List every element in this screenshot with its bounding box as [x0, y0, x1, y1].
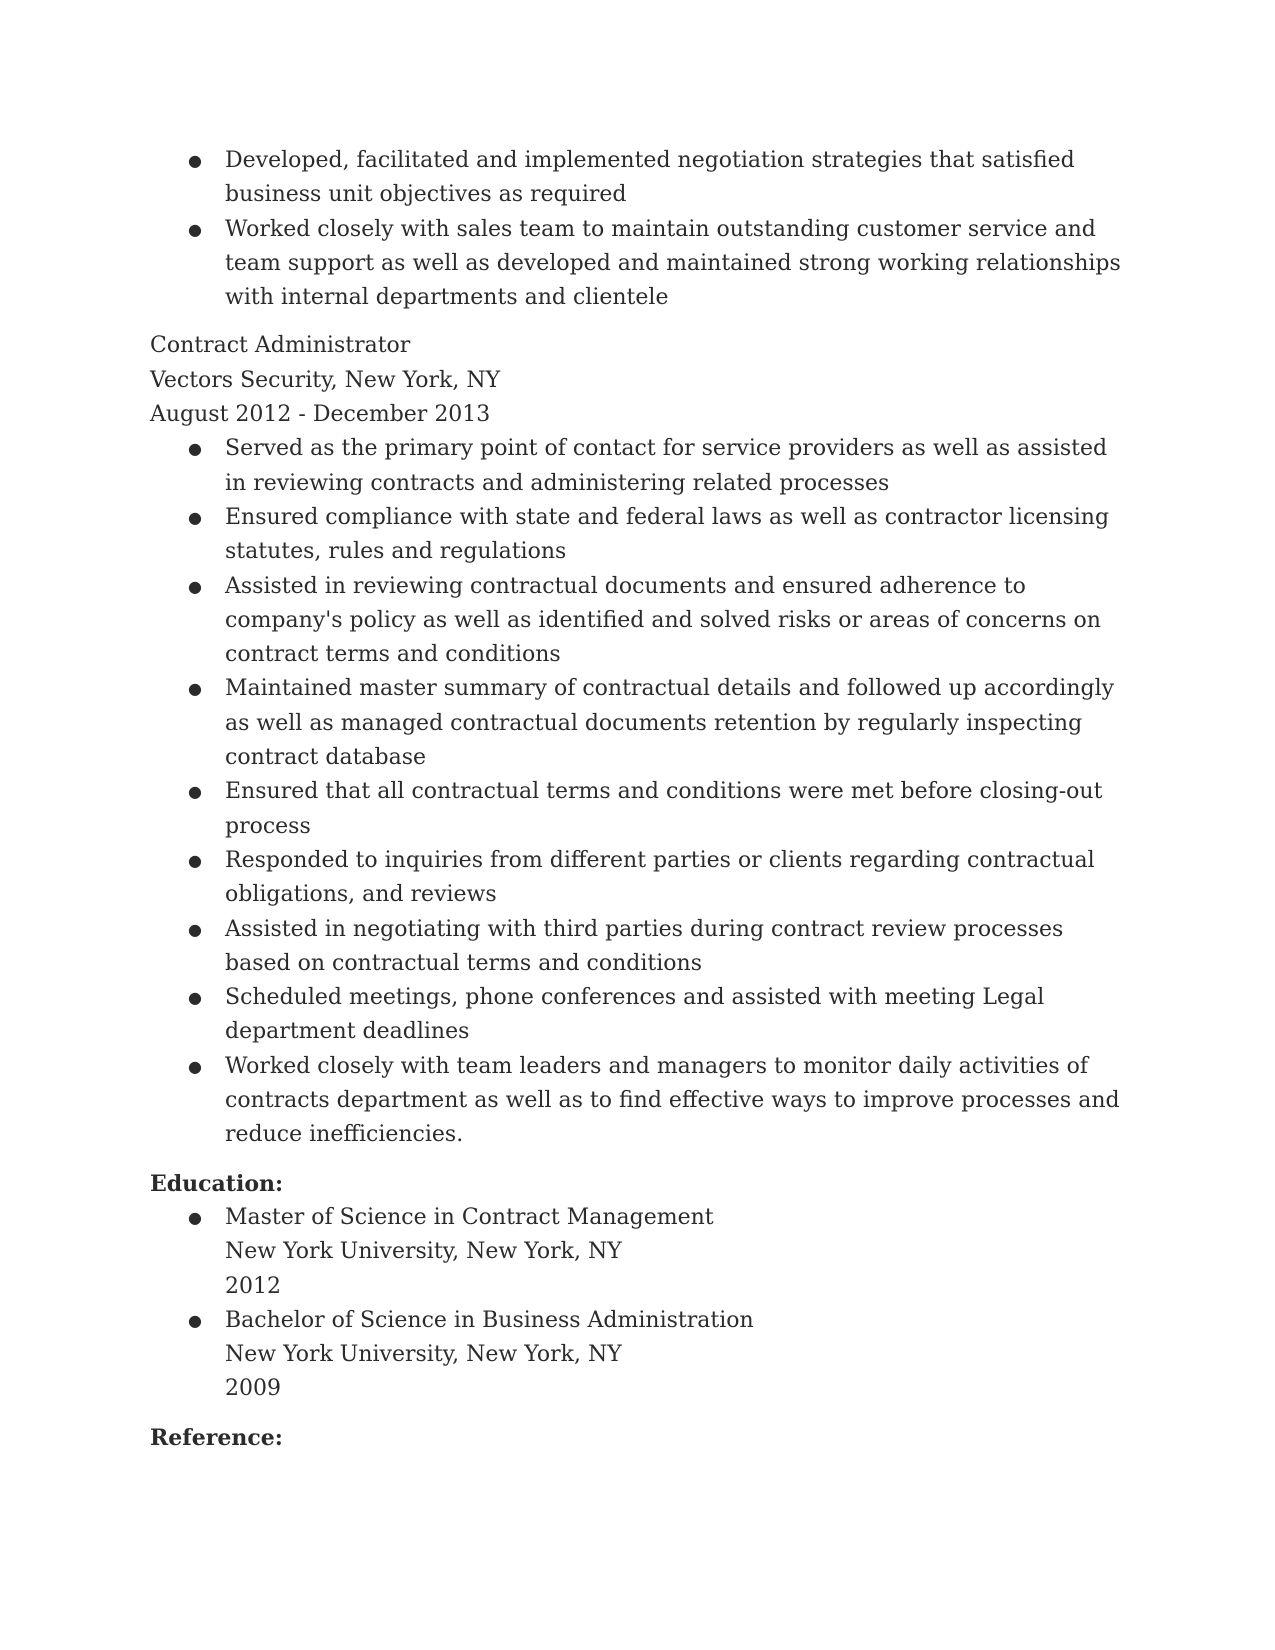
reference-heading: Reference: [150, 1424, 283, 1451]
list-item: ● Scheduled meetings, phone conferences and assisted with meeting Legal department deadlines [150, 981, 1130, 1050]
graduation-year: 2009 [225, 1376, 281, 1402]
list-item: ● Worked closely with sales team to maintain outstanding customer service and team support as well as developed and maintained strong working relationships with internal departments and clientele [150, 213, 1130, 316]
list-item: ● Worked closely with team leaders and managers to monitor daily activities of contracts department as well as to find effective ways to improve processes and reduce inefficiencies. [150, 1050, 1130, 1153]
list-item: ● Ensured that all contractual terms and conditions were met before closing-out process [150, 775, 1130, 844]
list-item: ● Maintained master summary of contractual details and followed up accordingly as well as managed contractual documents retention by regularly inspecting contract database [150, 672, 1130, 775]
school: New York University, New York, NY [225, 1239, 622, 1265]
list-item: ● Assisted in negotiating with third parties during contract review processes based on contractual terms and conditions [150, 913, 1130, 982]
list-item: ● Developed, facilitated and implemented negotiation strategies that satisfied business unit objectives as required [150, 144, 1130, 213]
list-item: ● Served as the primary point of contact for service providers as well as assisted in reviewing contracts and administering related processes [150, 432, 1130, 501]
job-entry [150, 329, 1130, 1152]
school: New York University, New York, NY [225, 1342, 622, 1368]
list-item: ● Responded to inquiries from different parties or clients regarding contractual obligations, and reviews [150, 844, 1130, 913]
job-dates: August 2012 - December 2013 [150, 402, 491, 428]
education-item [150, 1201, 1130, 1304]
education-item [150, 1304, 1130, 1407]
prev-job-bullets [150, 144, 1130, 315]
degree: ● Master of Science in Contract Management [225, 1204, 714, 1230]
list-item: ● Ensured compliance with state and federal laws as well as contractor licensing statutes, rules and regulations [150, 501, 1130, 570]
education-list [150, 1201, 1130, 1407]
job-company: Vectors Security, New York, NY [150, 367, 501, 393]
list-item: ● Assisted in reviewing contractual documents and ensured adherence to company's policy as well as identified and solved risks or areas of concerns on contract terms and conditions [150, 570, 1130, 673]
job-bullets [150, 432, 1130, 1152]
degree: ● Bachelor of Science in Business Administration [225, 1307, 754, 1333]
education-heading: Education: [150, 1170, 284, 1197]
job-title: Contract Administrator [150, 333, 411, 359]
graduation-year: 2012 [225, 1273, 281, 1299]
resume-page [150, 144, 1130, 1455]
